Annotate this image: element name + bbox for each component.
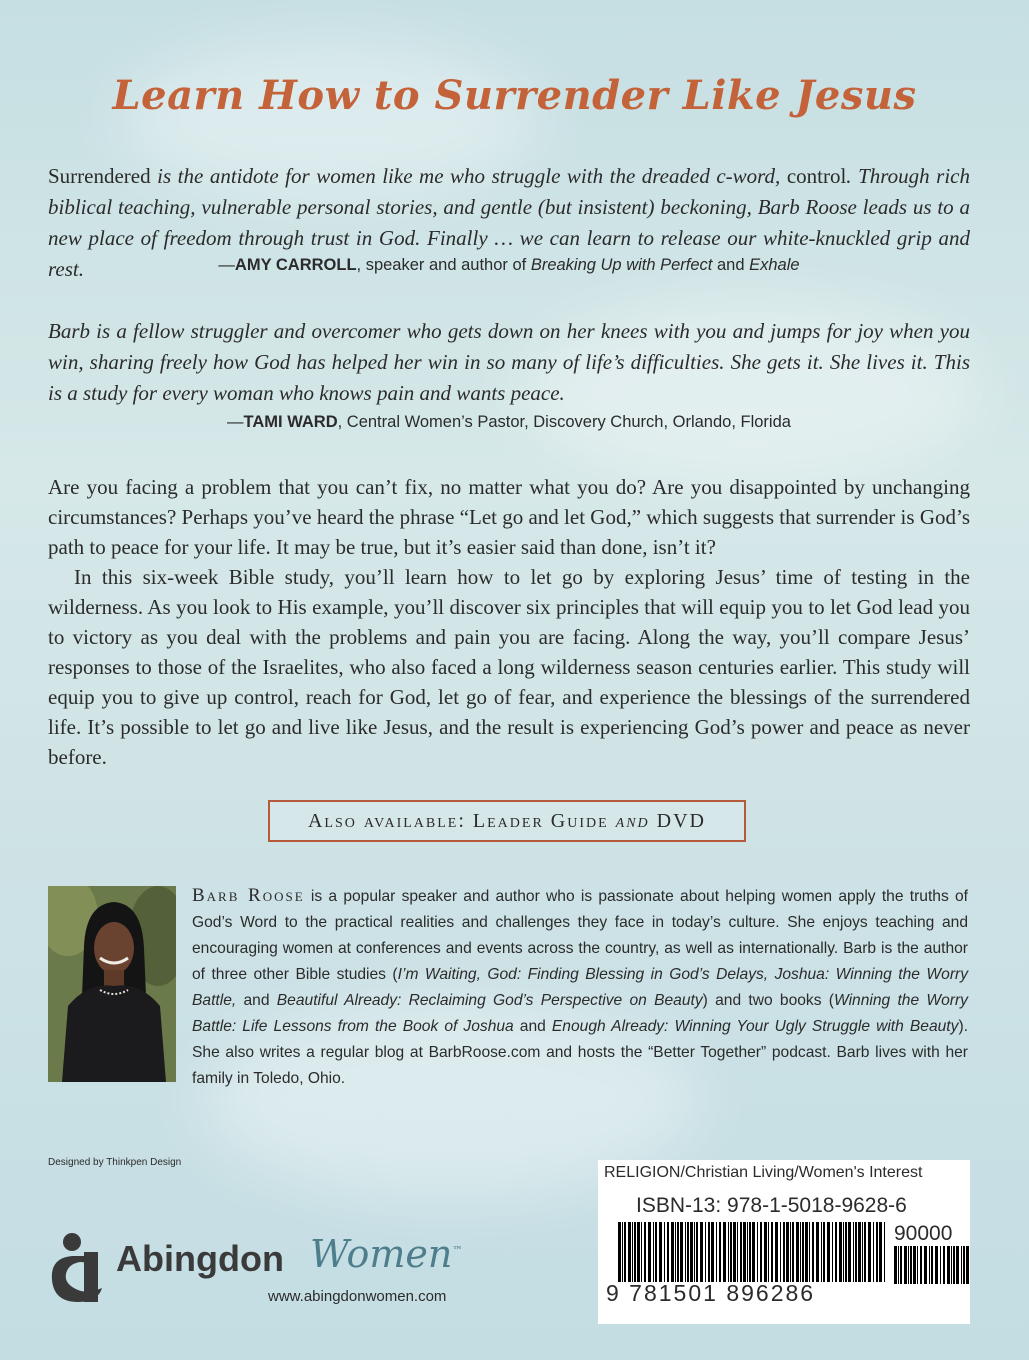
barcode-bar — [653, 1222, 654, 1282]
logo-women — [310, 1232, 462, 1276]
logo-abingdon: Abingdon — [116, 1238, 284, 1279]
quote-text: . Through rich biblical teaching, vulnerable personal stories, and gentle (but insistent) beckoning, Barb Roose leads us to a new place of freedom through trust in God. Finally … we can learn to release our white-knuckled grip and rest. — [48, 164, 970, 281]
barcode-bar — [898, 1246, 899, 1284]
endorsement-attribution-2 — [48, 413, 970, 432]
endorsement-attribution-1 — [48, 256, 970, 275]
bio-text: ) and two books ( — [702, 992, 834, 1009]
barcode-bar — [667, 1222, 669, 1282]
designer-credit: Designed by Thinkpen Design — [48, 1157, 182, 1168]
barcode-bar — [894, 1246, 897, 1284]
book-title: Enough Already: Winning Your Ugly Struggle with Beauty — [551, 1018, 959, 1035]
attr-dash: — — [218, 256, 235, 274]
barcode-bar — [628, 1222, 631, 1282]
barcode-bar — [677, 1222, 679, 1282]
barcode-bar — [947, 1246, 950, 1284]
description-paragraph-1: Are you facing a problem that you can’t fix, no matter what you do? Are you disappointed by unchanging circumstances? Perhaps you’ve heard the phrase “Let go and let God,” which suggests that surrender is God’s path to peace for your life. It may be true, but it’s easier said than done, isn’t it? — [48, 475, 970, 559]
barcode-bar — [737, 1222, 738, 1282]
barcode-bar — [768, 1222, 769, 1282]
barcode-bar — [675, 1222, 676, 1282]
barcode-bar — [671, 1222, 674, 1282]
abingdon-mark-icon — [48, 1232, 108, 1304]
barcode-bar — [632, 1222, 633, 1282]
barcode-bar — [855, 1222, 857, 1282]
barcode-bar — [827, 1222, 830, 1282]
barcode-bar — [904, 1246, 907, 1284]
barcode-bar — [644, 1222, 646, 1282]
barcode-bar — [648, 1222, 651, 1282]
barcode-bar — [951, 1246, 952, 1284]
barcode-bar — [618, 1222, 621, 1282]
barcode-bar — [940, 1246, 941, 1284]
cover-headline: Learn How to Surrender Like Jesus — [112, 72, 917, 119]
barcode-bar — [845, 1222, 847, 1282]
barcode-bar — [664, 1222, 665, 1282]
barcode-bar — [873, 1222, 874, 1282]
barcode-bar — [935, 1246, 938, 1284]
barcode-bar — [705, 1222, 706, 1282]
also-available-text: Also available: Leader Guide — [307, 810, 616, 832]
barcode-bar — [747, 1222, 748, 1282]
description-paragraph-2: In this six-week Bible study, you’ll learn how to let go by exploring Jesus’ time of testing in the wilderness. As you look to His example, you’ll discover six principles that will equip you to let God lead you to victory as you deal with the problems and pain you are facing. Along the way, you’ll compare Jesus’ responses to those of the Israelites, who also faced a long wilderness season centuries earlier. This study will equip you to give up control, reach for God, let go of fear, and experience the blessings of the surrendered life. It’s possible to let go and live like Jesus, and the result is experiencing God’s power and peace as never before. — [48, 565, 970, 769]
barcode-bar — [780, 1222, 781, 1282]
barcode-bar — [908, 1246, 909, 1284]
barcode-bar — [853, 1222, 854, 1282]
barcode-bar — [783, 1222, 785, 1282]
author-bio — [192, 883, 968, 1092]
barcode-bar — [802, 1222, 804, 1282]
barcode-bar — [696, 1222, 698, 1282]
barcode-bar — [809, 1222, 810, 1282]
barcode-bar — [775, 1222, 778, 1282]
barcode-bar — [884, 1222, 885, 1282]
price-code: 90000 — [894, 1222, 953, 1245]
trademark: ™ — [452, 1245, 463, 1257]
barcode-bar — [832, 1222, 833, 1282]
barcode-bar — [708, 1222, 710, 1282]
barcode-bar — [749, 1222, 751, 1282]
author-name: Barb Roose — [192, 885, 305, 906]
barcode-bar — [733, 1222, 736, 1282]
attr-text: and — [712, 256, 750, 274]
barcode-panel — [598, 1160, 970, 1324]
barcode-bar — [690, 1222, 693, 1282]
book-title: Breaking Up with Perfect — [530, 256, 713, 274]
barcode-bar — [637, 1222, 640, 1282]
barcode-bar — [622, 1222, 623, 1282]
barcode-bar — [641, 1222, 642, 1282]
barcode-bar — [659, 1222, 662, 1282]
barcode-bar — [862, 1222, 863, 1282]
quote-book-title: Surrendered — [48, 164, 151, 188]
logo-women-text: Women — [310, 1232, 453, 1276]
barcode-bar — [680, 1222, 683, 1282]
barcode-bar — [805, 1222, 808, 1282]
barcode-bar — [786, 1222, 789, 1282]
bio-text: and — [513, 1018, 552, 1035]
barcode-bar — [716, 1222, 717, 1282]
barcode-bar — [700, 1222, 703, 1282]
barcode-bar — [839, 1222, 842, 1282]
barcode-bar — [760, 1222, 762, 1282]
book-title: Winning the Worry Battle: Life Lessons from the Book of Joshua — [192, 992, 968, 1035]
category-label: RELIGION/Christian Living/Women's Interest — [604, 1164, 923, 1181]
barcode-bar — [771, 1222, 773, 1282]
barcode-bar — [752, 1222, 755, 1282]
barcode-bar — [835, 1222, 837, 1282]
barcode-bar — [917, 1246, 918, 1284]
barcode-bar — [743, 1222, 746, 1282]
barcode-bar — [953, 1246, 955, 1284]
bio-text: and — [236, 992, 277, 1009]
book-title: I’m Waiting, God: Finding Blessing in God’s Delays, Joshua: Winning the Worry Battle, — [192, 966, 968, 1009]
barcode-bar — [723, 1222, 726, 1282]
endorsement-quote-2: Barb is a fellow struggler and overcomer who gets down on her knees with you and jumps for joy when you win, sharing freely how God has helped her win in so many of life’s difficulties. She gets it. She lives it. This is a study for every woman who knows pain and wants peace. — [48, 319, 970, 405]
barcode-bar — [634, 1222, 636, 1282]
barcode-digits: 9 781501 896286 — [606, 1280, 816, 1306]
quote-text: control — [786, 164, 847, 188]
bio-text: ). She also writes a regular blog at BarbRoose.com and hosts the “Better Together” podcast. Barb lives with her family in Toledo, Ohio. — [192, 1018, 968, 1087]
barcode-bar — [624, 1222, 626, 1282]
barcode-bar — [868, 1222, 871, 1282]
book-title: Beautiful Already: Reclaiming God’s Perspective on Beauty — [276, 992, 703, 1009]
barcode-bar — [740, 1222, 742, 1282]
barcode-bar — [931, 1246, 933, 1284]
also-available-text: DVD — [649, 810, 707, 832]
endorser-name: TAMI WARD — [243, 413, 338, 431]
barcode-bar — [764, 1222, 767, 1282]
barcode-bar — [796, 1222, 799, 1282]
barcode-bar — [711, 1222, 714, 1282]
isbn-barcode — [618, 1222, 888, 1282]
barcode-bar — [879, 1222, 882, 1282]
barcode-bar — [816, 1222, 819, 1282]
barcode-bar — [812, 1222, 814, 1282]
barcode-bar — [790, 1222, 791, 1282]
barcode-bar — [821, 1222, 822, 1282]
bio-text: is a popular speaker and author who is passionate about helping women apply the truths of God’s Word to the practical realities and challenges they face in today’s culture. She enjoys teaching and encouraging women at conferences and events across the country, as well as internationally. Barb is the author of three other Bible studies ( — [192, 888, 968, 983]
attr-dash: — — [227, 413, 244, 431]
also-available-box — [268, 800, 746, 842]
barcode-bar — [719, 1222, 721, 1282]
barcode-bar — [876, 1222, 878, 1282]
barcode-bar — [800, 1222, 801, 1282]
publisher-logo — [48, 1232, 468, 1312]
barcode-bar — [956, 1246, 959, 1284]
endorser-name: AMY CARROLL — [234, 256, 357, 274]
barcode-bar — [687, 1222, 689, 1282]
barcode-bar — [792, 1222, 794, 1282]
barcode-bar — [961, 1246, 962, 1284]
barcode-bar — [966, 1246, 969, 1284]
barcode-bar — [913, 1246, 916, 1284]
book-title: Exhale — [749, 256, 800, 274]
barcode-bar — [920, 1246, 922, 1284]
barcode-bar — [864, 1222, 866, 1282]
barcode-bar — [694, 1222, 695, 1282]
barcode-bar — [843, 1222, 844, 1282]
isbn-label: ISBN-13: 978-1-5018-9628-6 — [636, 1194, 907, 1217]
attr-text: , Central Women’s Pastor, Discovery Church, Orlando, Florida — [337, 413, 791, 431]
price-barcode — [894, 1246, 970, 1284]
quote-text: is the antidote for women like me who struggle with the dreaded c-word, — [150, 164, 787, 188]
barcode-bar — [910, 1246, 912, 1284]
barcode-bar — [757, 1222, 758, 1282]
barcode-bar — [858, 1222, 861, 1282]
barcode-bar — [730, 1222, 732, 1282]
barcode-bar — [943, 1246, 945, 1284]
barcode-bar — [900, 1246, 902, 1284]
barcode-bar — [823, 1222, 825, 1282]
barcode-bar — [685, 1222, 686, 1282]
barcode-bar — [848, 1222, 851, 1282]
also-available-and: and — [615, 810, 650, 832]
barcode-bar — [655, 1222, 657, 1282]
publisher-url: www.abingdonwomen.com — [268, 1288, 447, 1305]
barcode-bar — [728, 1222, 729, 1282]
barcode-bar — [929, 1246, 930, 1284]
author-photo — [48, 886, 176, 1082]
barcode-bar — [924, 1246, 927, 1284]
barcode-bar — [963, 1246, 965, 1284]
attr-text: , speaker and author of — [356, 256, 531, 274]
